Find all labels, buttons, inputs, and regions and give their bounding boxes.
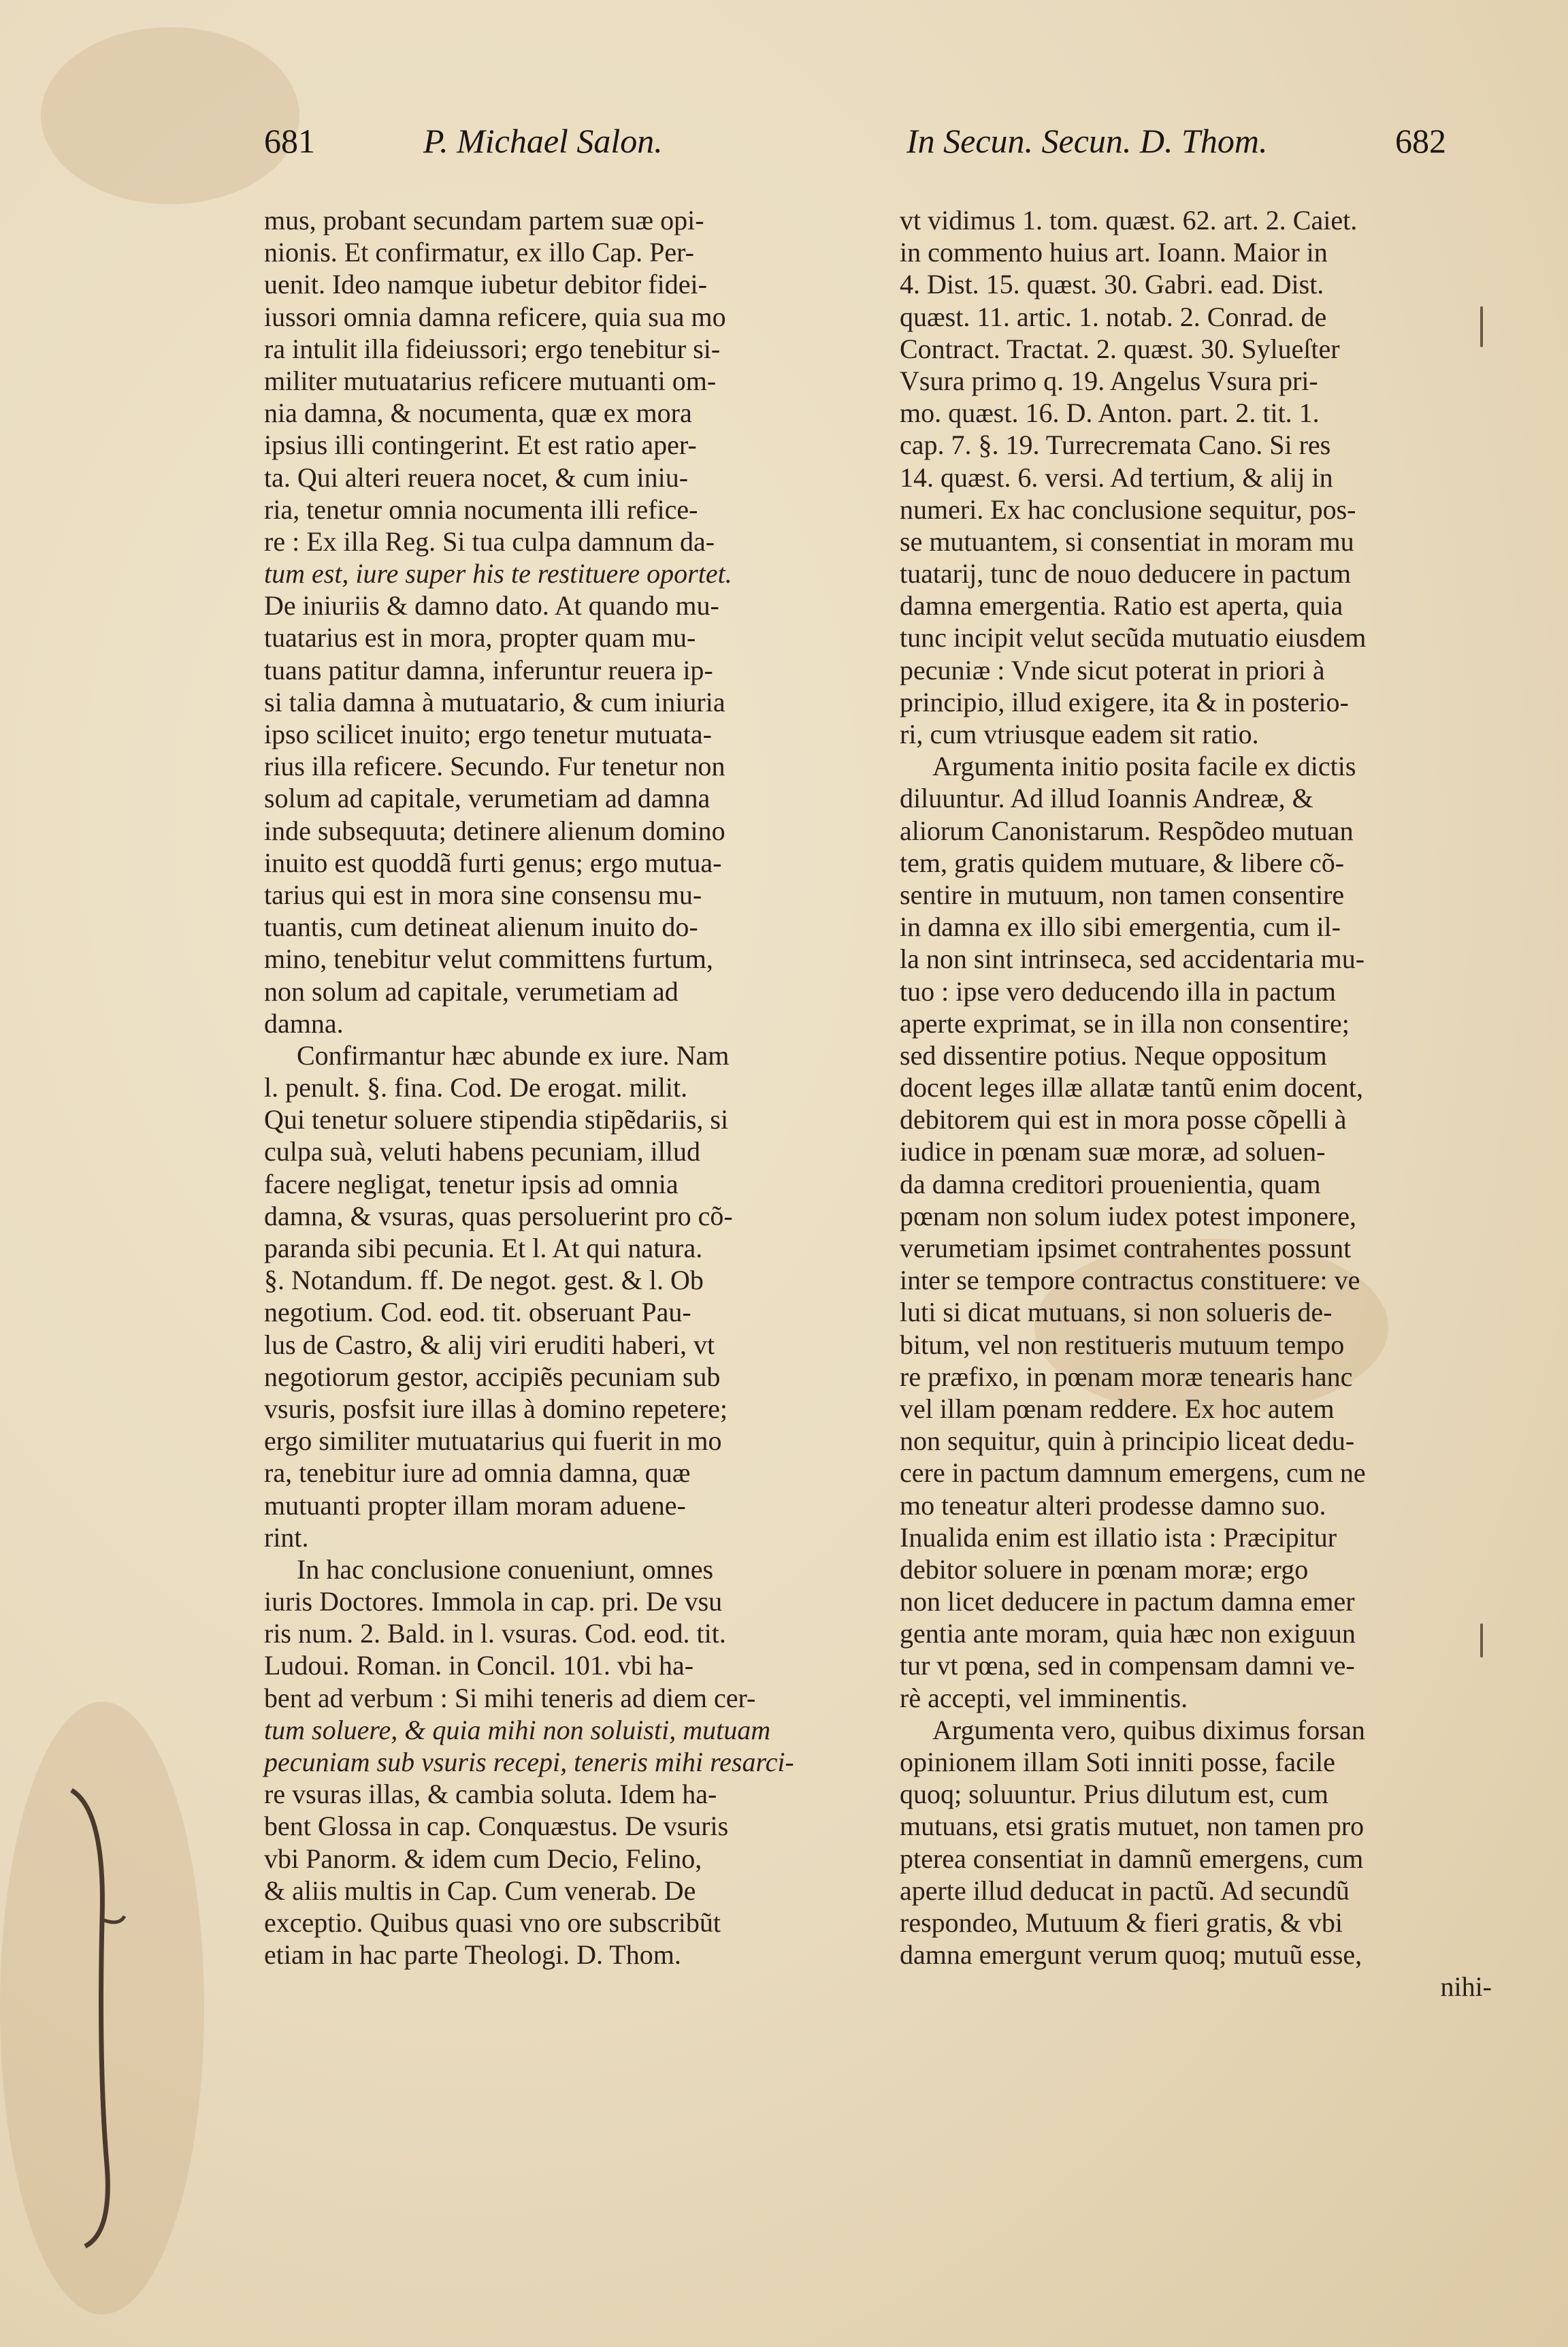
text-line: ra intulit illa fideiussori; ergo tenebitur si-	[264, 333, 721, 364]
text-line: opinionem illam Soti inniti posse, facile	[900, 1747, 1335, 1777]
text-line: 14. quæst. 6. versi. Ad tertium, & alij in	[900, 462, 1333, 493]
text-line: ria, tenetur omnia nocumenta illi refice-	[264, 493, 698, 525]
text-line: tem, gratis quidem mutuare, & libere cõ-	[900, 847, 1345, 878]
text-line: tarius qui est in mora sine consensu mu-	[264, 879, 702, 910]
text-line: sentire in mutuum, non tamen consentire	[900, 879, 1345, 910]
text-line: ri, cum vtriusque eadem sit ratio.	[900, 719, 1259, 749]
text-line: gentia ante moram, quia hæc non exiguun	[900, 1618, 1356, 1649]
text-line: damna emergunt verum quoq; mutuũ esse,	[900, 1939, 1362, 1971]
text-line: vbi Panorm. & idem cum Decio, Felino,	[264, 1843, 702, 1874]
text-line: pterea consentiat in damnũ emergens, cum	[900, 1843, 1364, 1874]
text-line: mutuans, etsi gratis mutuet, non tamen pro	[900, 1811, 1365, 1842]
text-line: ta. Qui alteri reuera nocet, & cum iniu-	[264, 462, 689, 493]
text-line: re præfixo, in pœnam moræ tenearis hanc	[900, 1361, 1353, 1392]
text-line: re vsuras illas, & cambia soluta. Idem ha-	[264, 1779, 717, 1810]
text-line: se mutuantem, si consentiat in moram mu	[900, 525, 1354, 557]
text-line: bitum, vel non restitueris mutuum tempo	[900, 1329, 1345, 1360]
text-line: uenit. Ideo namque iubetur debitor fidei-	[264, 269, 707, 300]
text-line: non licet deducere in pactum damna emer	[900, 1586, 1355, 1617]
page-stain	[41, 27, 299, 204]
text-line: Contract. Tractat. 2. quæst. 30. Sylueſter	[900, 333, 1340, 364]
text-line: respondeo, Mutuum & fieri gratis, & vbi	[900, 1907, 1343, 1938]
running-title-left: P. Michael Salon.	[423, 122, 663, 160]
text-line: ergo similiter mutuatarius qui fuerit in mo	[264, 1425, 722, 1457]
text-line: & aliis multis in Cap. Cum venerab. De	[264, 1875, 696, 1906]
text-line: rint.	[264, 1521, 309, 1553]
text-line: negotium. Cod. eod. tit. obseruant Pau-	[264, 1297, 691, 1328]
text-line: mus, probant secundam partem suæ opi-	[264, 205, 704, 236]
page-number-right: 682	[1395, 122, 1446, 160]
running-header	[0, 121, 1568, 169]
text-line: principio, illud exigere, ita & in posterio-	[900, 686, 1349, 717]
text-line: da damna creditori prouenientia, quam	[900, 1168, 1321, 1199]
text-line: tuo : ipse vero deducendo illa in pactum	[900, 975, 1336, 1007]
text-line: nionis. Et confirmatur, ex illo Cap. Per-	[264, 237, 694, 268]
text-line: re : Ex illa Reg. Si tua culpa damnum da-	[264, 525, 715, 557]
text-line: si talia damna à mutuatario, & cum iniuria	[264, 686, 725, 717]
text-line: bent ad verbum : Si mihi teneris ad diem cer-	[264, 1682, 756, 1713]
text-line: inter se tempore contractus constituere: ve	[900, 1265, 1360, 1296]
text-line: In hac conclusione conueniunt, omnes	[297, 1553, 714, 1585]
text-line: vel illam pœnam reddere. Ex hoc autem	[900, 1393, 1335, 1424]
text-line: pecuniæ : Vnde sicut poterat in priori à	[900, 654, 1325, 685]
text-line: iudice in pœnam suæ moræ, ad soluen-	[900, 1136, 1326, 1167]
text-line: aperte exprimat, se in illa non consentire;	[900, 1007, 1350, 1039]
text-line: Inualida enim est illatio ista : Præcipitur	[900, 1521, 1337, 1553]
text-line: mo. quæst. 16. D. Anton. part. 2. tit. 1.	[900, 398, 1320, 429]
text-line: De iniuriis & damno dato. At quando mu-	[264, 590, 719, 621]
text-line: pecuniam sub vsuris recepi, teneris mihi resarci-	[264, 1747, 794, 1777]
text-line: aliorum Canonistarum. Respõdeo mutuan	[900, 815, 1354, 846]
page-number-left: 681	[264, 122, 315, 160]
text-line: ipsius illi contingerint. Et est ratio aper-	[264, 430, 697, 461]
text-line: paranda sibi pecunia. Et l. At qui natura.	[264, 1233, 703, 1263]
text-line: verumetiam ipsimet contrahentes possunt	[900, 1233, 1352, 1263]
text-line: non sequitur, quin à principio liceat dedu-	[900, 1425, 1355, 1457]
text-line: aperte illud deducat in pactũ. Ad secundũ	[900, 1875, 1350, 1906]
text-line: nia damna, & nocumenta, quæ ex mora	[264, 398, 692, 429]
text-line: Ludoui. Roman. in Concil. 101. vbi ha-	[264, 1650, 694, 1681]
text-line: la non sint intrinseca, sed accidentaria mu-	[900, 943, 1365, 975]
text-line: tuantis, cum detineat alienum inuito do-	[264, 911, 698, 943]
text-line: exceptio. Quibus quasi vno ore subscribũt	[264, 1907, 721, 1938]
text-line: damna, & vsuras, quas persoluerint pro cõ-	[264, 1200, 733, 1231]
text-line: vsuris, posfsit iure illas à domino repetere;	[264, 1393, 728, 1424]
text-line: tuatarius est in mora, propter quam mu-	[264, 622, 696, 653]
text-line: in commento huius art. Ioann. Maior in	[900, 237, 1328, 268]
text-line: etiam in hac parte Theologi. D. Thom.	[264, 1939, 681, 1971]
right-column	[900, 204, 1492, 2003]
text-line: Vsura primo q. 19. Angelus Vsura pri-	[900, 365, 1318, 396]
text-line: docent leges illæ allatæ tantũ enim docent,	[900, 1072, 1363, 1103]
text-line: bent Glossa in cap. Conquæstus. De vsuris	[264, 1811, 729, 1842]
text-line: ris num. 2. Bald. in l. vsuras. Cod. eod. tit.	[264, 1618, 726, 1649]
text-line: debitorem qui est in mora posse cõpelli à	[900, 1104, 1347, 1135]
text-line: ipso scilicet inuito; ergo tenetur mutuata-	[264, 719, 712, 749]
text-line: debitor soluere in pœnam moræ; ergo	[900, 1553, 1309, 1585]
text-line: sed dissentire potius. Neque oppositum	[900, 1039, 1327, 1071]
text-line: 4. Dist. 15. quæst. 30. Gabri. ead. Dist.	[900, 269, 1324, 300]
left-column	[264, 204, 856, 1971]
text-line: tunc incipit velut secũda mutuatio eiusdem	[900, 622, 1367, 653]
text-line: mo teneatur alteri prodesse damno suo.	[900, 1489, 1326, 1521]
text-line: negotiorum gestor, accipiẽs pecuniam sub	[264, 1361, 721, 1392]
text-line: iussori omnia damna reficere, quia sua mo	[264, 301, 726, 332]
text-line: culpa suà, veluti habens pecuniam, illud	[264, 1136, 700, 1167]
text-line: Argumenta vero, quibus diximus forsan	[932, 1714, 1365, 1745]
text-line: tum soluere, & quia mihi non soluisti, mutuam	[264, 1714, 771, 1745]
text-line: in damna ex illo sibi emergentia, cum il-	[900, 911, 1341, 943]
text-line: l. penult. §. fina. Cod. De erogat. milit.	[264, 1072, 688, 1103]
text-line: tuans patitur damna, inferuntur reuera ip-	[264, 654, 713, 685]
text-line: tuatarij, tunc de nouo deducere in pactum	[900, 558, 1352, 589]
text-line: mutuanti propter illam moram aduene-	[264, 1489, 686, 1521]
text-line: inuito est quoddã furti genus; ergo mutua-	[264, 847, 722, 878]
text-line: lus de Castro, & alij viri eruditi haberi, vt	[264, 1329, 715, 1360]
text-line: cere in pactum damnum emergens, cum ne	[900, 1457, 1366, 1489]
text-line: facere negligat, tenetur ipsis ad omnia	[264, 1168, 679, 1199]
text-line: non solum ad capitale, verumetiam ad	[264, 975, 679, 1007]
text-line: numeri. Ex hac conclusione sequitur, pos-	[900, 493, 1356, 525]
text-line: cap. 7. §. 19. Turrecremata Cano. Si res	[900, 430, 1331, 461]
text-line: Argumenta initio posita facile ex dictis	[932, 751, 1356, 782]
text-line: damna.	[264, 1007, 344, 1039]
running-title-right: In Secun. Secun. D. Thom.	[906, 122, 1268, 160]
text-line: quoq; soluuntur. Prius dilutum est, cum	[900, 1779, 1329, 1810]
text-line: vt vidimus 1. tom. quæst. 62. art. 2. Caiet.	[900, 205, 1358, 236]
margin-bracket-mark	[65, 1783, 126, 2253]
text-line: Qui tenetur soluere stipendia stipẽdariis, si	[264, 1104, 729, 1135]
text-line: §. Notandum. ff. De negot. gest. & l. Ob	[264, 1265, 704, 1296]
text-line: damna emergentia. Ratio est aperta, quia	[900, 590, 1343, 621]
text-line: tum est, iure super his te restituere oportet.	[264, 558, 732, 589]
text-line: rius illa reficere. Secundo. Fur tenetur non	[264, 751, 725, 782]
text-line: Confirmantur hæc abunde ex iure. Nam	[297, 1039, 730, 1071]
text-line: luti si dicat mutuans, si non solueris de-	[900, 1297, 1333, 1328]
text-line: militer mutuatarius reficere mutuanti om-	[264, 365, 717, 396]
text-line: solum ad capitale, verumetiam ad damna	[264, 783, 710, 814]
text-line: quæst. 11. artic. 1. notab. 2. Conrad. de	[900, 301, 1327, 332]
text-line: iuris Doctores. Immola in cap. pri. De vsu	[264, 1586, 723, 1617]
text-line: nihi-	[1440, 1971, 1492, 2003]
text-line: pœnam non solum iudex potest imponere,	[900, 1200, 1357, 1231]
text-line: diluuntur. Ad illud Ioannis Andreæ, &	[900, 783, 1313, 814]
text-line: tur vt pœna, sed in compensam damni ve-	[900, 1650, 1355, 1681]
text-line: inde subsequuta; detinere alienum domino	[264, 815, 725, 846]
text-line: mino, tenebitur velut committens furtum,	[264, 943, 713, 975]
text-line: ra, tenebitur iure ad omnia damna, quæ	[264, 1457, 691, 1489]
text-line: rè accepti, vel imminentis.	[900, 1682, 1188, 1713]
